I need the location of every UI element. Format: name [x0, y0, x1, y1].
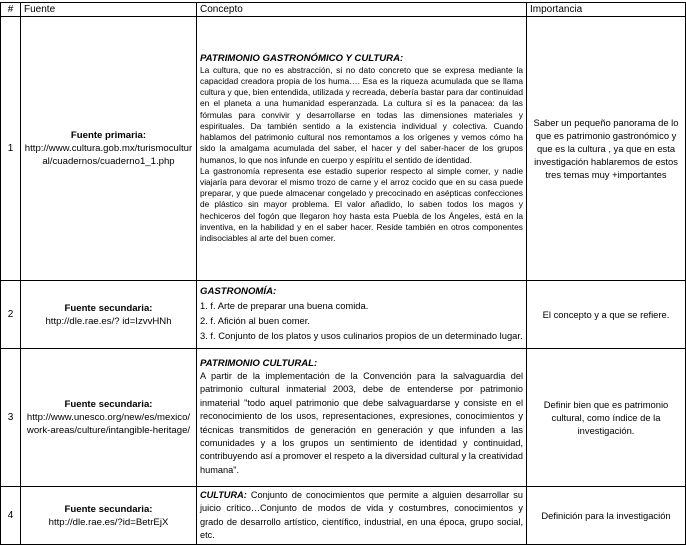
- row-number: 2: [1, 281, 21, 349]
- importance-cell: El concepto y a que se refiere.: [527, 281, 686, 349]
- source-cell: [21, 281, 197, 349]
- source-label: Fuente primaria:: [70, 130, 147, 141]
- header-num: #: [1, 3, 21, 17]
- row-number: 4: [1, 487, 21, 545]
- table-row: [1, 487, 686, 545]
- row-number: 3: [1, 349, 21, 487]
- row-number: 1: [1, 17, 21, 281]
- header-concept: Concepto: [197, 3, 527, 17]
- concept-paragraph: La gastronomía representa ese estadio superior respecto al simple comer, y nadie viajaría para devorar el mismo trozo de carne y el arroz cocido que en su casa puede preparar, y que puede almacenar congelado y precocinado en asépticas confecciones de plástico sin mayor problema. El valor añadido, lo saben todos los magos y hechiceros del fogón que llegaron hoy hasta esta Puebla de los Ángeles, está en la inventiva, en la habilidad y en el saber hacer. Reside también en otros componentes indisociables al arte del buen comer.: [200, 165, 523, 243]
- concept-paragraph: Conjunto de conocimientos que permite a alguien desarrollar su juicio crítico…Conjunto de modos de vida y costumbres, conocimientos y grado de desarrollo artístico, científico, industrial, en una época, grupo social, etc.: [200, 490, 523, 540]
- definition-item: 3. f. Conjunto de los platos y usos culinarios propios de un determinado lugar.: [200, 330, 523, 341]
- importance-cell: Definir bien que es patrimonio cultural, como índice de la investigación.: [527, 349, 686, 487]
- table-row: [1, 17, 686, 281]
- concept-title: PATRIMONIO CULTURAL:: [200, 357, 318, 369]
- source-cell: [21, 349, 197, 487]
- definition-item: 2. f. Afición al buen comer.: [200, 315, 310, 326]
- concept-cell: [197, 281, 527, 349]
- source-url: http://www.cultura.gob.mx/turismocultural/cuadernos/cuaderno1_1.php: [24, 143, 193, 167]
- importance-cell: Saber un pequeño panorama de lo que es patrimonio gastronómico y que es la cultura , ya que en esta investigación hablaremos de estos tres temas muy +importantes: [527, 17, 686, 281]
- importance-cell: Definición para la investigación: [527, 487, 686, 545]
- source-label: Fuente secundaria:: [64, 503, 153, 515]
- table-row: [1, 281, 686, 349]
- concept-cell: [197, 487, 527, 545]
- concept-title: GASTRONOMÍA:: [200, 286, 277, 297]
- source-cell: [21, 17, 197, 281]
- concept-cell: [197, 17, 527, 281]
- concept-title: PATRIMONIO GASTRONÓMICO Y CULTURA:: [200, 52, 404, 64]
- source-url: http://dle.rae.es/? id=IzvvHNh: [45, 315, 172, 327]
- table-row: [1, 349, 686, 487]
- concept-paragraph: A partir de la implementación de la Convención para la salvaguardia del patrimonio cultural inmaterial 2003, debe de entenderse por patrimonio inmaterial "todo aquel patrimonio que debe salvaguardarse y consiste en el reconocimiento de los usos, representaciones, expresiones, conocimientos y técnicas transmitidos de generación en generación y que infunden a las comunidades y a los grupos un sentimiento de identidad y continuidad, contribuyendo así a promover el respeto a la diversidad cultural y la creatividad humana".: [200, 370, 523, 475]
- source-url: http://www.unesco.org/new/es/mexico/work-areas/culture/intangible-heritage/: [26, 412, 191, 436]
- concept-paragraph: La cultura, que no es abstracción, si no dato concreto que se expresa mediante la capacidad creadora propia de los huma…. Esa es la riqueza acumulada que se llama cultura y que, bien entendida, utilizada y recreada, debería bastar para dar continuidad en el planeta a una humanidad esperanzada. La cultura sí es la panacea: da las fórmulas para convivir y desarrollarse en todas las dimensiones materiales y espirituales. Da también sentido a la existencia individual y colectiva. Cuando hablamos del patrimonio cultural nos remontamos a los orígenes y vemos cómo ha sido la amalgama acumulada del saber, el hacer y del saber-hacer de los grupos humanos, lo que nos infunde en cuerpo y espíritu el sentido de identidad.: [200, 64, 523, 165]
- table-header-row: [1, 3, 686, 17]
- source-cell: [21, 487, 197, 545]
- header-source: Fuente: [21, 3, 197, 17]
- sources-table: [0, 2, 686, 545]
- concept-title: CULTURA:: [200, 490, 247, 501]
- source-label: Fuente secundaria:: [64, 302, 153, 314]
- header-importance: Importancia: [527, 3, 686, 17]
- concept-cell: [197, 349, 527, 487]
- definition-item: 1. f. Arte de preparar una buena comida.: [200, 300, 369, 311]
- source-url: http://dle.rae.es/?id=BetrEjX: [48, 516, 169, 528]
- source-label: Fuente secundaria:: [64, 399, 153, 410]
